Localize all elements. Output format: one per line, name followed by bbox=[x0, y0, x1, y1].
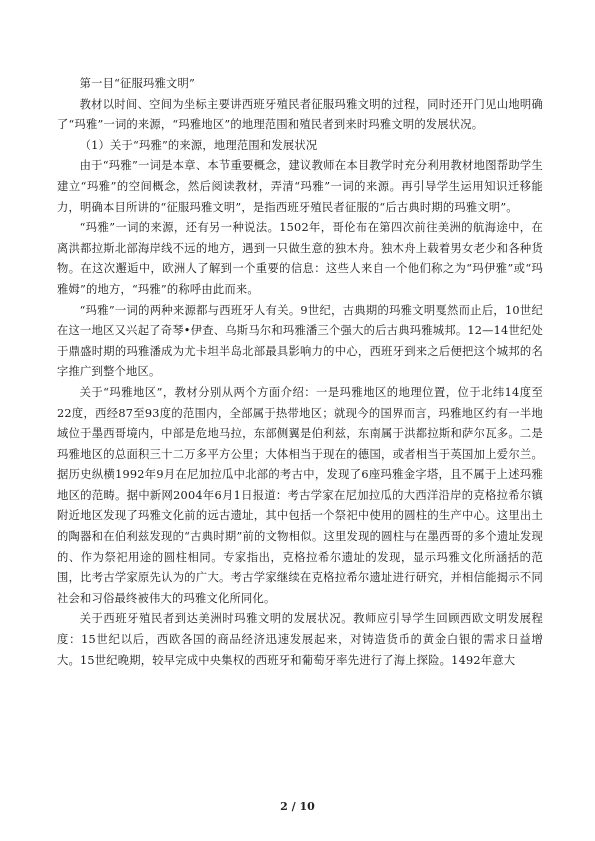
paragraph: 关于“玛雅地区”，教材分别从两个方面介绍：一是玛雅地区的地理位置，位于北纬14度至22度，西经87至93度的范围内，全部属于热带地区；就现今的国界而言，玛雅地区约有一半地域位于墨西哥境内，中部是危地马拉，东部侧翼是伯利兹，东南属于洪都拉斯和萨尔瓦多。二是玛雅地区的总面积三十二万多平方公里；大体相当于现在的德国，或者相当于英国加上爱尔兰。据历史纵横1992年9月在尼加拉瓜中北部的考古中，发现了6座玛雅金字塔，且不属于上述玛雅地区的范畴。据中新网2004年6月1日报道：考古学家在尼加拉瓜的大西洋沿岸的克格拉希尔镇附近地区发现了玛雅文化前的远古遗址，其中包括一个祭祀中使用的圆柱的生产中心。这里出土的陶器和在伯利兹发现的“古典时期”前的文物相似。这里发现的圆柱与在墨西哥的多个遗址发现的、作为祭祀用途的圆柱相同。专家指出，克格拉希尔遗址的发现，显示玛雅文化所涵括的范围，比考古学家原先认为的广大。考古学家继续在克格拉希尔遗址进行研究，并相信能揭示不同社会和习俗最终被伟大的玛雅文化所同化。 bbox=[57, 385, 543, 605]
paragraph: 教材以时间、空间为坐标主要讲西班牙殖民者征服玛雅文明的过程，同时还开门见山地明确了“玛雅”一词的来源，“玛雅地区”的地理范围和殖民者到来时玛雅文明的发展状况。 bbox=[57, 97, 543, 132]
page-number: 2 / 10 bbox=[280, 800, 315, 813]
document-body bbox=[57, 74, 543, 671]
section-heading: 第一目“征服玛雅文明” bbox=[79, 77, 196, 90]
paragraph: 关于西班牙殖民者到达美洲时玛雅文明的发展状况。教师应引导学生回顾西欧文明发展程度：15世纪以后，西欧各国的商品经济迅速发展起来，对铸造货币的黄金白银的需求日益增大。15世纪晚期，较早完成中央集权的西班牙和葡萄牙率先进行了海上探险。1492年意大 bbox=[57, 612, 543, 667]
paragraph: 由于“玛雅”一词是本章、本节重要概念，建议教师在本目教学时充分利用教材地图帮助学生建立“玛雅”的空间概念，然后阅读教材，弄清“玛雅”一词的来源。再引导学生运用知识迁移能力，明确本目所讲的“征服玛雅文明”，是指西班牙殖民者征服的“后古典时期的玛雅文明”。 bbox=[57, 159, 543, 214]
paragraph: “玛雅”一词的两种来源都与西班牙人有关。9世纪，古典期的玛雅文明戛然而止后，10世纪在这一地区又兴起了奇琴•伊查、乌斯马尔和玛雅潘三个强大的后古典玛雅城邦。12—14世纪处于鼎盛时期的玛雅潘成为尤卡坦半岛北部最具影响力的中心，西班牙到来之后便把这个城邦的名字推广到整个地区。 bbox=[57, 303, 543, 379]
paragraph: “玛雅”一词的来源，还有另一种说法。1502年，哥伦布在第四次前往美洲的航海途中，在离洪都拉斯北部海岸线不远的地方，遇到一只做生意的独木舟。独木舟上载着男女老少和各种货物。在这次邂逅中，欧洲人了解到一个重要的信息：这些人来自一个他们称之为“玛伊雅”或“玛雅姆”的地方，“玛雅”的称呼由此而来。 bbox=[57, 221, 543, 296]
subsection-heading: （1）关于“玛雅”的来源，地理范围和发展状况 bbox=[79, 138, 318, 152]
